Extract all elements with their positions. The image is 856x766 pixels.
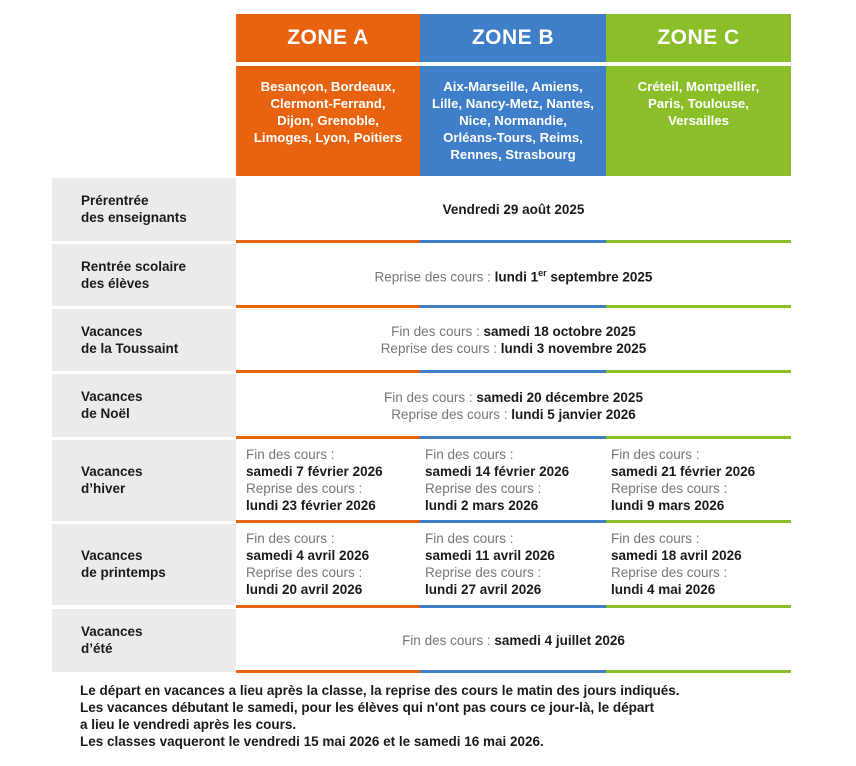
separator (420, 520, 606, 523)
row-content-rentree: Reprise des cours : lundi 1er septembre 2025 (374, 267, 653, 285)
separator (606, 520, 791, 523)
row-label-printemps: Vacances de printemps (52, 524, 236, 605)
prerentree-date: Vendredi 29 août 2025 (442, 202, 585, 217)
row-content-prerentree (236, 178, 791, 241)
separator (420, 370, 606, 373)
separator (236, 305, 420, 308)
row-label-prerentree: Prérentrée des enseignants (52, 178, 236, 241)
printemps-zone-c: Fin des cours : samedi 18 avril 2026 Reprise des cours : lundi 4 mai 2026 (611, 531, 742, 597)
hiver-zone-b: Fin des cours : samedi 14 février 2026 Reprise des cours : lundi 2 mars 2026 (425, 447, 570, 513)
zone-c-cities: Créteil, Montpellier, Paris, Toulouse, Versailles (606, 66, 791, 176)
separator (236, 520, 420, 523)
printemps-zone-a: Fin des cours : samedi 4 avril 2026 Reprise des cours : lundi 20 avril 2026 (246, 531, 370, 597)
footer-notes: Le départ en vacances a lieu après la classe, la reprise des cours le matin des jours indiqués. Les vacances débutant le samedi, pour les élèves qui n'ont pas cours ce jour-là, le départ a lieu le vendredi après les cours. Les classes vaqueront le vendredi 15 mai 2026 et le samedi 16 mai 2026. (80, 683, 680, 749)
row-label-rentree: Rentrée scolaire des élèves (52, 244, 236, 306)
separator (420, 605, 606, 608)
separator (420, 305, 606, 308)
zone-b-cities: Aix-Marseille, Amiens, Lille, Nancy-Metz, Nantes, Nice, Normandie, Orléans-Tours, Reims, Rennes, Strasbourg (420, 66, 606, 176)
printemps-zone-b: Fin des cours : samedi 11 avril 2026 Reprise des cours : lundi 27 avril 2026 (425, 531, 555, 597)
separator (420, 670, 606, 673)
separator (606, 436, 791, 439)
separator (236, 240, 420, 243)
separator (236, 370, 420, 373)
separator (606, 240, 791, 243)
row-label-toussaint: Vacances de la Toussaint (52, 309, 236, 371)
separator (606, 370, 791, 373)
row-label-hiver: Vacances d’hiver (52, 440, 236, 521)
separator (236, 605, 420, 608)
zone-a-header: ZONE A (236, 14, 420, 62)
separator (606, 305, 791, 308)
row-content-noel: Fin des cours : samedi 20 décembre 2025 Reprise des cours : lundi 5 janvier 2026 (384, 389, 643, 422)
separator (236, 670, 420, 673)
row-content-ete: Fin des cours : samedi 4 juillet 2026 (402, 633, 625, 648)
zone-c-header: ZONE C (606, 14, 791, 62)
row-content-toussaint: Fin des cours : samedi 18 octobre 2025 Reprise des cours : lundi 3 novembre 2025 (380, 324, 647, 356)
separator (606, 670, 791, 673)
zone-b-header: ZONE B (420, 14, 606, 62)
separator (236, 436, 420, 439)
row-label-noel: Vacances de Noël (52, 374, 236, 437)
row-label-ete: Vacances d’été (52, 609, 236, 672)
separator (420, 240, 606, 243)
hiver-zone-c: Fin des cours : samedi 21 février 2026 Reprise des cours : lundi 9 mars 2026 (611, 447, 756, 513)
hiver-zone-a: Fin des cours : samedi 7 février 2026 Reprise des cours : lundi 23 février 2026 (246, 447, 383, 513)
separator (606, 605, 791, 608)
separator (420, 436, 606, 439)
zone-a-cities: Besançon, Bordeaux, Clermont-Ferrand, Dijon, Grenoble, Limoges, Lyon, Poitiers (236, 66, 420, 176)
